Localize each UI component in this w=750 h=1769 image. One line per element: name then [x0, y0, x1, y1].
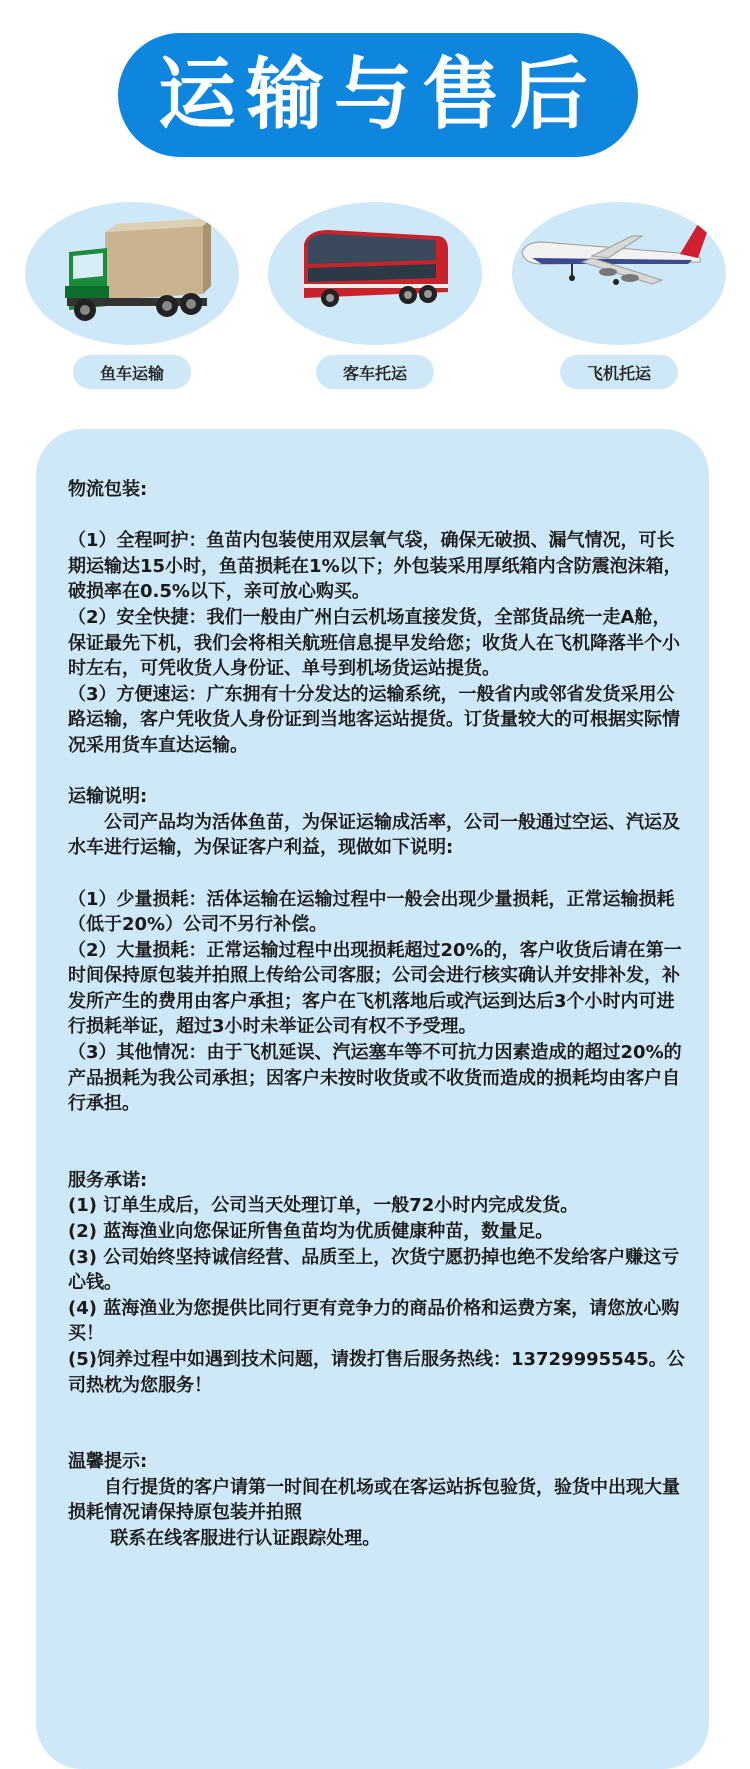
service-item: (5)饲养过程中如遇到技术问题，请拨打售后服务热线：13729995545。公司热枕为您服务！ — [68, 1349, 685, 1396]
title-banner — [118, 33, 638, 157]
airplane-oval — [512, 202, 726, 345]
transport-label-airplane: 飞机托运 — [560, 355, 678, 389]
packaging-item: （1）全程呵护：鱼苗内包装使用双层氧气袋，确保无破损、漏气情况，可长期运输达15小时，鱼苗损耗在1%以下；外包装采用厚纸箱内含防震泡沫箱，破损率在0.5%以下，亲可放心购买。 — [68, 530, 682, 603]
transport-option-bus — [268, 202, 482, 389]
transport-option-airplane — [512, 202, 726, 389]
service-item: (1) 订单生成后，公司当天处理订单，一般72小时内完成发货。 — [68, 1195, 579, 1217]
transport-item: （3）其他情况：由于飞机延误、汽运塞车等不可抗力因素造成的超过20%的产品损耗为我公司承担；因客户未按时收货或不收货而造成的损耗均由客户自行承担。 — [68, 1042, 682, 1115]
service-item: (3) 公司始终坚持诚信经营、品质至上，次货宁愿扔掉也绝不发给客户赚这亏心钱。 — [68, 1246, 680, 1294]
transport-intro: 公司产品均为活体鱼苗，为保证运输成活率，公司一般通过空运、汽运及水车进行运输，为保证客户利益，现做如下说明: — [68, 811, 680, 859]
bus-oval — [268, 202, 482, 345]
truck-icon — [25, 202, 239, 345]
tips-line: 自行提货的客户请第一时间在机场或在客运站拆包验货，验货中出现大量损耗情况请保持原包装并拍照 — [68, 1476, 680, 1524]
truck-oval — [25, 202, 239, 345]
transport-heading: 运输说明: — [68, 786, 148, 808]
packaging-item: （3）方便速运：广东拥有十分发达的运输系统，一般省内或邻省发货采用公路运输，客户凭收货人身份证到当地客运站提货。订货量较大的可根据实际情况采用货车直达运输。 — [68, 683, 680, 756]
tips-heading: 温馨提示: — [68, 1451, 148, 1473]
transport-item: （2）大量损耗：正常运输过程中出现损耗超过20%的，客户收货后请在第一时间保持原包装并拍照上传给公司客服；公司会进行核实确认并安排补发，补发所产生的费用由客户承担；客户在飞机落地后或汽运到达后3个小时内可进行损耗举证，超过3小时未举证公司有权不予受理。 — [68, 939, 682, 1038]
airplane-icon — [512, 202, 726, 345]
packaging-item: （2）安全快捷：我们一般由广州白云机场直接发货，全部货品统一走A舱，保证最先下机，我们会将相关航班信息提早发给您；收货人在飞机降落半个小时左右，可凭收货人身份证、单号到机场货运站提货。 — [68, 606, 680, 680]
tips-line: 联系在线客服进行认证跟踪处理。 — [68, 1527, 381, 1549]
service-item: (4) 蓝海渔业为您提供比同行更有竞争力的商品价格和运费方案，请您放心购买！ — [68, 1297, 680, 1345]
service-heading: 服务承诺: — [68, 1169, 148, 1191]
content-text — [68, 477, 688, 1552]
transport-label-bus: 客车托运 — [316, 355, 434, 389]
page-title: 运输与售后 — [157, 50, 598, 140]
packaging-heading: 物流包装: — [68, 479, 148, 500]
transport-label-truck: 鱼车运输 — [73, 355, 191, 389]
bus-icon — [268, 202, 482, 345]
transport-item: （1）少量损耗：活体运输在运输过程中一般会出现少量损耗，正常运输损耗（低于20%）公司不另行补偿。 — [68, 888, 675, 936]
transport-option-truck — [25, 202, 239, 389]
service-item: (2) 蓝海渔业向您保证所售鱼苗均为优质健康种苗，数量足。 — [68, 1221, 554, 1243]
